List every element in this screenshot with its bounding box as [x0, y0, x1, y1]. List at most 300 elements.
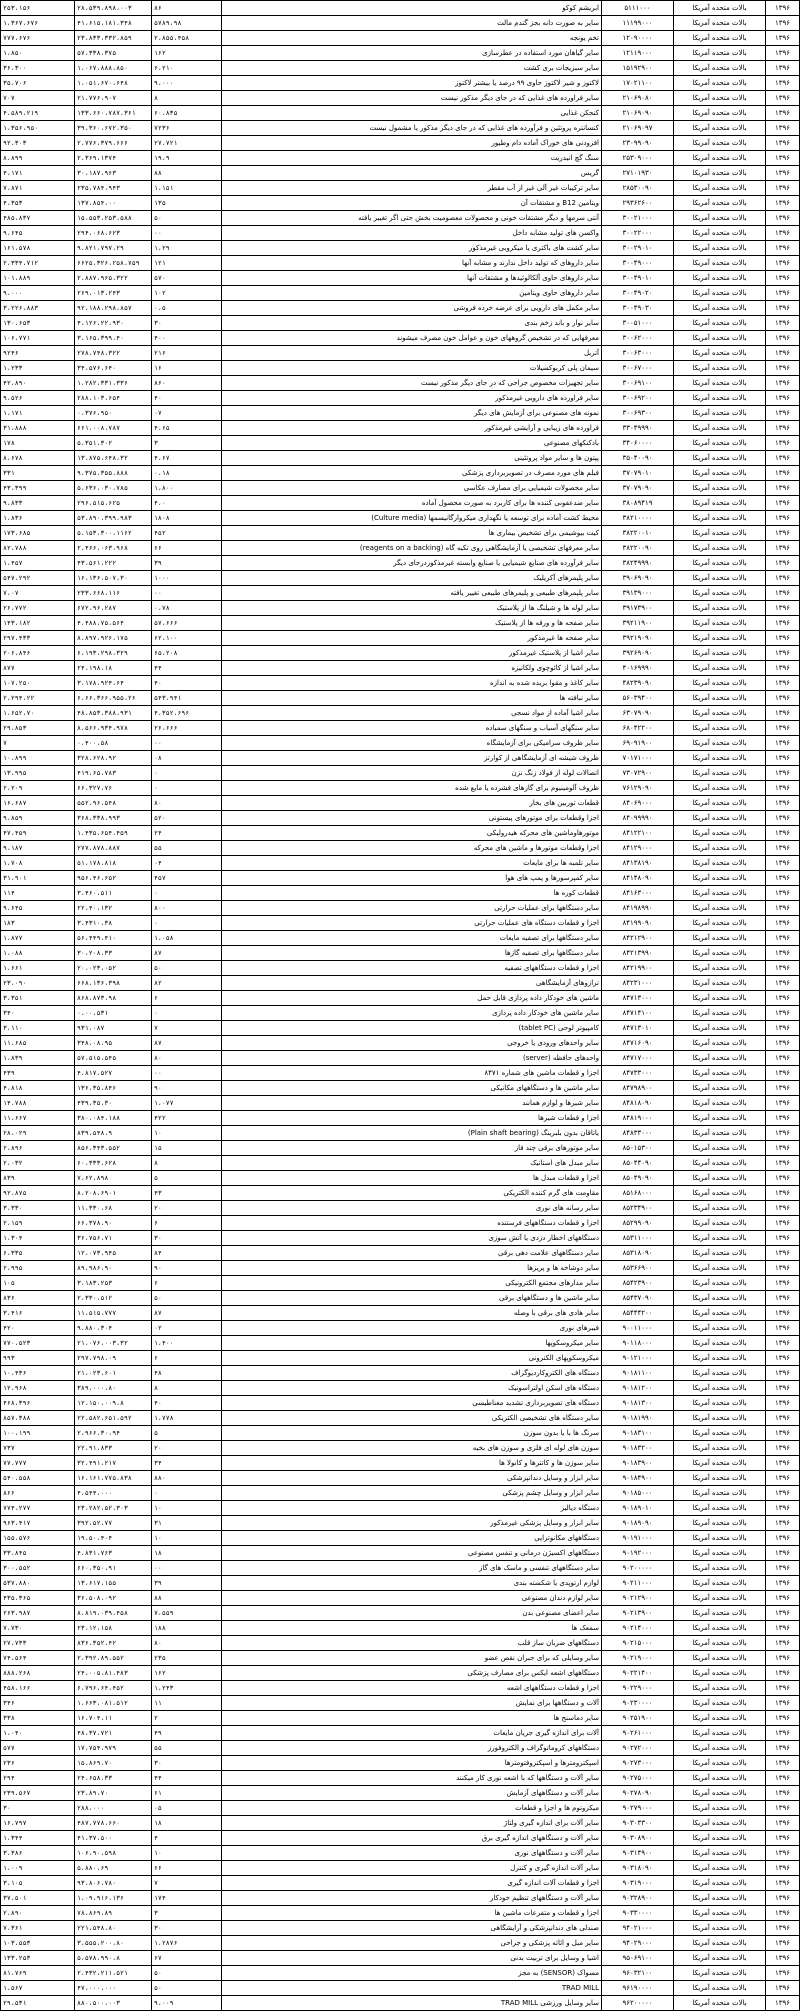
value-rial-cell: ۴۳،۵۶۱،۲۲۲	[75, 556, 152, 571]
year-cell: ۱۳۹۶	[766, 1261, 800, 1276]
value-rial-cell: ۱۷،۷۵۴،۹۷۹	[75, 1741, 152, 1756]
value-rial-cell: ۶۶۲۵،۳۲۶،۲۵۸،۷۵۹	[75, 256, 152, 271]
value-rial-cell: ۴۱۹،۶۵،۷۸۳	[75, 766, 152, 781]
tariff-code-cell: ۹۰۲۱۱۰۰۰	[602, 1576, 674, 1591]
description-cell: نمونه های مصنوعی برای آزمایش های دیگر	[222, 406, 602, 421]
table-row	[1, 1366, 800, 1381]
value-rial-cell: ۶۶۰،۳۵۰،۹۱	[75, 1561, 152, 1576]
tariff-code-cell: ۳۹۱۷۳۹۰۰	[602, 601, 674, 616]
table-row	[1, 346, 800, 361]
tariff-code-cell: ۹۰۱۸۳۱۰۰	[602, 1426, 674, 1441]
value-dollar-cell: ۳،۱۱۰	[1, 1021, 75, 1036]
tariff-code-cell: ۹۰۲۷۲۰۰۰	[602, 1741, 674, 1756]
weight-cell: ۱،۸۰۰	[152, 481, 222, 496]
table-row	[1, 1156, 800, 1171]
tariff-code-cell: ۹۰۳۱۸۰۹۰	[602, 1861, 674, 1876]
tariff-code-cell: ۹۰۲۵۱۹۰۰	[602, 1711, 674, 1726]
weight-cell: ۳۹	[152, 1576, 222, 1591]
weight-cell: ۸۸۰	[152, 1471, 222, 1486]
value-dollar-cell: ۱۱۴	[1, 886, 75, 901]
weight-cell: ۰۰	[152, 1561, 222, 1576]
weight-cell: ۸	[152, 1156, 222, 1171]
table-row	[1, 1006, 800, 1021]
year-cell: ۱۳۹۶	[766, 301, 800, 316]
description-cell: ترازوهای آزمایشگاهی	[222, 976, 602, 991]
year-cell: ۱۳۹۶	[766, 1696, 800, 1711]
weight-cell: ۶	[152, 1351, 222, 1366]
year-cell: ۱۳۹۶	[766, 826, 800, 841]
country-cell: بالات متحده آمریکا	[674, 481, 766, 496]
weight-cell: ۸	[152, 91, 222, 106]
description-cell: محیط کشت آماده برای توسعه یا نگهداری میکروارگانیسمها (Culture media)	[222, 511, 602, 526]
year-cell: ۱۳۹۶	[766, 886, 800, 901]
description-cell: دستگاههای اخطار دزدی یا آتش سوزی	[222, 1231, 602, 1246]
weight-cell: ۵۰	[152, 1291, 222, 1306]
year-cell: ۱۳۹۶	[766, 1546, 800, 1561]
tariff-code-cell: ۹۰۳۱۴۹۰۰	[602, 1846, 674, 1861]
value-rial-cell: ۶۶۱،۰۰۸،۷۸۷	[75, 421, 152, 436]
country-cell: بالات متحده آمریکا	[674, 1366, 766, 1381]
country-cell: بالات متحده آمریکا	[674, 1231, 766, 1246]
tariff-code-cell: ۳۰۰۴۹۰۲۰	[602, 286, 674, 301]
country-cell: بالات متحده آمریکا	[674, 916, 766, 931]
description-cell: بادکنکهای مصنوعی	[222, 436, 602, 451]
tariff-code-cell: ۸۴۷۱۴۱۰۰	[602, 1006, 674, 1021]
weight-cell: ۵۰	[152, 1966, 222, 1981]
value-rial-cell: ۷۸،۸۶۹،۸۹	[75, 1906, 152, 1921]
value-dollar-cell: ۱،۳۶۷،۶۷۶	[1, 16, 75, 31]
description-cell: آلات و دستگاهها برای نمایش	[222, 1696, 602, 1711]
value-dollar-cell: ۸۱،۷۶۹	[1, 1966, 75, 1981]
value-dollar-cell: ۳۱،۹۰۱	[1, 871, 75, 886]
year-cell: ۱۳۹۶	[766, 1081, 800, 1096]
year-cell: ۱۳۹۶	[766, 1726, 800, 1741]
weight-cell: ۱۵	[152, 1141, 222, 1156]
value-dollar-cell: ۴۸۵،۸۳۷	[1, 211, 75, 226]
tariff-code-cell: ۸۵۳۱۱۰۰۰	[602, 1231, 674, 1246]
tariff-code-cell: ۸۴۱۹۸۹۹۰	[602, 901, 674, 916]
description-cell: تخم یونجه	[222, 31, 602, 46]
country-cell: بالات متحده آمریکا	[674, 676, 766, 691]
weight-cell: ۱۱	[152, 1696, 222, 1711]
table-row	[1, 961, 800, 976]
value-dollar-cell: ۳۷،۵۰۱	[1, 1891, 75, 1906]
description-cell: دستگاههای کروماتوگراف و الکتروفورز	[222, 1741, 602, 1756]
table-row	[1, 1756, 800, 1771]
value-rial-cell: ۲،۴۶۶،۰۶۳،۹۶۸	[75, 541, 152, 556]
weight-cell: ۸۸	[152, 166, 222, 181]
year-cell: ۱۳۹۶	[766, 331, 800, 346]
weight-cell: ۵۲۰	[152, 811, 222, 826]
weight-cell: ۰۷	[152, 406, 222, 421]
description-cell: موتورهاوماشین های محرکه هیدرولیکی	[222, 826, 602, 841]
tariff-code-cell: ۵۱۱۱۰۰۰	[602, 1, 674, 16]
table-row	[1, 166, 800, 181]
value-dollar-cell: ۴،۳۵۳	[1, 196, 75, 211]
year-cell: ۱۳۹۶	[766, 391, 800, 406]
weight-cell: ۰۰	[152, 1066, 222, 1081]
value-dollar-cell: ۲،۸۹۶	[1, 1141, 75, 1156]
tariff-code-cell: ۸۴۱۹۹۰۹۰	[602, 916, 674, 931]
value-rial-cell: ۶،۶۶،۳۶۶،۹۵۵،۲۶	[75, 691, 152, 706]
value-rial-cell: ۹،۸۸۰،۳۰۴	[75, 1321, 152, 1336]
value-dollar-cell: ۹،۵۲۶	[1, 391, 75, 406]
value-rial-cell: ۲،۷۷۶،۳۷۹،۶۶۶	[75, 136, 152, 151]
description-cell: سایر مبل و اثاثه پزشکی و جراحی	[222, 1936, 602, 1951]
country-cell: بالات متحده آمریکا	[674, 61, 766, 76]
table-row	[1, 586, 800, 601]
table-row	[1, 1951, 800, 1966]
year-cell: ۱۳۹۶	[766, 796, 800, 811]
description-cell: کنسانتره پروتئین و فرآورده های غذایی که در جای دیگر مذکور یا مشمول نیست	[222, 121, 602, 136]
description-cell: سایر پلیمرهای آکریلیک	[222, 571, 602, 586]
tariff-code-cell: ۹۰۲۶۱۰۰۰	[602, 1726, 674, 1741]
year-cell: ۱۳۹۶	[766, 1201, 800, 1216]
value-dollar-cell: ۱،۲۳۳	[1, 361, 75, 376]
table-row	[1, 541, 800, 556]
weight-cell: ۲،۸۵۵،۴۵۸	[152, 31, 222, 46]
description-cell: اجزا و قطعات دستگاههای اشعه	[222, 1681, 602, 1696]
weight-cell: ۰	[152, 781, 222, 796]
year-cell: ۱۳۹۶	[766, 1126, 800, 1141]
tariff-code-cell: ۹۰۱۸۳۹۰۰	[602, 1456, 674, 1471]
description-cell: سایر محصولات شیمیایی برای مصارف عکاسی	[222, 481, 602, 496]
value-rial-cell: ۲۱،۰۲۳،۶۰۱	[75, 1366, 152, 1381]
description-cell: سایر اشیا آماده از مواد نسجی	[222, 706, 602, 721]
country-cell: بالات متحده آمریکا	[674, 1381, 766, 1396]
tariff-code-cell: ۹۰۲۲۹۰۰۰	[602, 1681, 674, 1696]
year-cell: ۱۳۹۶	[766, 1306, 800, 1321]
value-dollar-cell: ۷۷،۷۷۷	[1, 1456, 75, 1471]
tariff-code-cell: ۳۸۲۲۰۰۱۰	[602, 526, 674, 541]
value-dollar-cell: ۹،۸۳۳	[1, 496, 75, 511]
value-dollar-cell: ۲۷،۷۳۳	[1, 1636, 75, 1651]
year-cell: ۱۳۹۶	[766, 271, 800, 286]
year-cell: ۱۳۹۶	[766, 1231, 800, 1246]
tariff-code-cell: ۴۰۱۶۹۹۹۰	[602, 661, 674, 676]
tariff-code-cell: ۹۰۱۹۱۰۰۰	[602, 1531, 674, 1546]
tariff-code-cell: ۸۴۷۳۳۰۰۰	[602, 1066, 674, 1081]
weight-cell: ۱،۱۵۱	[152, 181, 222, 196]
value-dollar-cell: ۹۲،۳۰۳	[1, 136, 75, 151]
weight-cell: ۸	[152, 1381, 222, 1396]
value-dollar-cell: ۵۷۷	[1, 1741, 75, 1756]
year-cell: ۱۳۹۶	[766, 1846, 800, 1861]
table-row	[1, 1591, 800, 1606]
value-dollar-cell: ۱،۵۶۷	[1, 1981, 75, 1996]
country-cell: بالات متحده آمریکا	[674, 871, 766, 886]
tariff-code-cell: ۲۹۳۶۲۶۰۰	[602, 196, 674, 211]
tariff-code-cell: ۹۰۲۱۵۰۰۰	[602, 1636, 674, 1651]
description-cell: واحدهای حافظه (server)	[222, 1051, 602, 1066]
value-rial-cell: ۱،۰۵۱،۶۷۰،۶۴۸	[75, 76, 152, 91]
weight-cell: ۶۱	[152, 1786, 222, 1801]
value-rial-cell: ۳،۱۶۵،۳۹۹،۴۰	[75, 331, 152, 346]
value-dollar-cell: ۱۵۵،۵۷۶	[1, 1531, 75, 1546]
value-rial-cell: ۴،۵۴۴،۰۰۰	[75, 1486, 152, 1501]
weight-cell: ۹،۰۰۹	[152, 1996, 222, 2011]
value-dollar-cell: ۲،۳۳۴،۷۱۲	[1, 256, 75, 271]
description-cell: آنتی سرمها و دیگر مشتقات خونی و محصولات معصومیت بخش حتی اگر تغییر یافته	[222, 211, 602, 226]
country-cell: بالات متحده آمریکا	[674, 271, 766, 286]
country-cell: بالات متحده آمریکا	[674, 226, 766, 241]
value-rial-cell: ۵،۱۵۳،۳۰۰،۱۱۶۲	[75, 526, 152, 541]
country-cell: بالات متحده آمریکا	[674, 1096, 766, 1111]
year-cell: ۱۳۹۶	[766, 1471, 800, 1486]
tariff-code-cell: ۲۸۵۳۰۰۹۰	[602, 181, 674, 196]
year-cell: ۱۳۹۶	[766, 106, 800, 121]
year-cell: ۱۳۹۶	[766, 181, 800, 196]
value-rial-cell: ۱،۰۶۷،۸۸۸،۸۵۰	[75, 61, 152, 76]
value-rial-cell: ۳،۱۸۳،۲۵۳	[75, 1276, 152, 1291]
value-dollar-cell: ۳۳،۸۴۵	[1, 1546, 75, 1561]
weight-cell: ۱۹،۹	[152, 151, 222, 166]
value-rial-cell: ۱۰۶،۹۰،۵۹۸	[75, 1846, 152, 1861]
description-cell: آتریل	[222, 346, 602, 361]
description-cell: سایر سبزیجات بری کشت	[222, 61, 602, 76]
tariff-code-cell: ۳۳۰۴۹۹۹۰	[602, 421, 674, 436]
year-cell: ۱۳۹۶	[766, 256, 800, 271]
weight-cell: ۰،۵	[152, 301, 222, 316]
weight-cell: ۴۳	[152, 1186, 222, 1201]
table-row	[1, 331, 800, 346]
description-cell: فراورده های زیبایی و آرایشی غیرمذکور	[222, 421, 602, 436]
value-dollar-cell: ۲۳،۰۹۰	[1, 976, 75, 991]
table-row	[1, 1726, 800, 1741]
year-cell: ۱۳۹۶	[766, 1441, 800, 1456]
country-cell: بالات متحده آمریکا	[674, 1531, 766, 1546]
value-dollar-cell: ۹،۸۵۹	[1, 811, 75, 826]
weight-cell: ۵۵	[152, 1741, 222, 1756]
year-cell: ۱۳۹۶	[766, 1876, 800, 1891]
country-cell: بالات متحده آمریکا	[674, 466, 766, 481]
description-cell: اشیا و وسایل برای تربیت بدنی	[222, 1951, 602, 1966]
tariff-code-cell: ۹۶۰۳۲۱۰۰	[602, 1966, 674, 1981]
tariff-code-cell: ۹۴۰۲۱۰۰۰	[602, 1921, 674, 1936]
description-cell: سایر به صورت دانه بجز گندم مالت	[222, 16, 602, 31]
value-dollar-cell: ۲۹۴	[1, 1771, 75, 1786]
tariff-code-cell: ۸۴۲۱۹۹۰۰	[602, 961, 674, 976]
year-cell: ۱۳۹۶	[766, 76, 800, 91]
description-cell: سایر سنگهای آسیاب و سنگهای سمباده	[222, 721, 602, 736]
description-cell: سایر سوزن ها و کاتترها و کانولا ها	[222, 1456, 602, 1471]
tariff-code-cell: ۸۴۲۳۱۰۰۰	[602, 976, 674, 991]
weight-cell: ۰۵	[152, 1801, 222, 1816]
country-cell: بالات متحده آمریکا	[674, 616, 766, 631]
description-cell: سایر مدارهای مجتمع الکترونیکی	[222, 1276, 602, 1291]
year-cell: ۱۳۹۶	[766, 436, 800, 451]
value-rial-cell: ۲۳،۸۹،۷۰	[75, 1786, 152, 1801]
table-row	[1, 1081, 800, 1096]
country-cell: بالات متحده آمریکا	[674, 1816, 766, 1831]
tariff-code-cell: ۹۰۲۰۰۰۰۰	[602, 1561, 674, 1576]
weight-cell: ۶۲،۱۰۰	[152, 631, 222, 646]
country-cell: بالات متحده آمریکا	[674, 1126, 766, 1141]
country-cell: بالات متحده آمریکا	[674, 496, 766, 511]
value-rial-cell: ۴۸۷،۷۷۸،۶۶۰	[75, 1816, 152, 1831]
country-cell: بالات متحده آمریکا	[674, 1666, 766, 1681]
year-cell: ۱۳۹۶	[766, 946, 800, 961]
tariff-code-cell: ۹۰۲۲۱۴۰۰	[602, 1666, 674, 1681]
country-cell: بالات متحده آمریکا	[674, 1876, 766, 1891]
value-dollar-cell: ۱،۳۰۴	[1, 1231, 75, 1246]
value-rial-cell: ۳۸۰،۰۸۴،۱۸۸	[75, 1111, 152, 1126]
weight-cell: ۱۰۲	[152, 286, 222, 301]
description-cell: ظروف آلومینیوم برای گازهای فشرده یا مایع شده	[222, 781, 602, 796]
country-cell: بالات متحده آمریکا	[674, 286, 766, 301]
country-cell: بالات متحده آمریکا	[674, 451, 766, 466]
year-cell: ۱۳۹۶	[766, 1411, 800, 1426]
tariff-code-cell: ۶۸۰۴۲۲۰۰	[602, 721, 674, 736]
value-dollar-cell: ۲۶،۷۷۲	[1, 601, 75, 616]
country-cell: بالات متحده آمریکا	[674, 211, 766, 226]
weight-cell: ۶۶	[152, 1861, 222, 1876]
tariff-code-cell: ۸۵۲۳۴۹۰۰	[602, 1201, 674, 1216]
weight-cell: ۳۹	[152, 556, 222, 571]
value-rial-cell: ۲۲،۹۱،۸۳۳	[75, 1441, 152, 1456]
year-cell: ۱۳۹۶	[766, 196, 800, 211]
value-dollar-cell: ۷۷۰،۵۲۳	[1, 1336, 75, 1351]
year-cell: ۱۳۹۶	[766, 1861, 800, 1876]
description-cell: TRAD MILL	[222, 1981, 602, 1996]
country-cell: بالات متحده آمریکا	[674, 826, 766, 841]
table-row	[1, 766, 800, 781]
tariff-code-cell: ۸۴۲۱۳۹۹۰	[602, 946, 674, 961]
description-cell: اجزا و قطعات دستگاههای تصفیه	[222, 961, 602, 976]
value-rial-cell: ۳۲۸،۶۲۸،۹۲	[75, 751, 152, 766]
description-cell: معرفهایی که در تشخیص گروههای خون و عوامل خون مصرف میشوند	[222, 331, 602, 346]
description-cell: سایر دستگاههای تنفسی و ماسک های گاز	[222, 1561, 602, 1576]
year-cell: ۱۳۹۶	[766, 1891, 800, 1906]
description-cell: واکسن های تولید مشابه داخل	[222, 226, 602, 241]
tariff-code-cell: ۹۰۲۱۲۹۰۰	[602, 1591, 674, 1606]
table-row	[1, 211, 800, 226]
table-row	[1, 841, 800, 856]
year-cell: ۱۳۹۶	[766, 931, 800, 946]
value-dollar-cell: ۱۳۳،۲۵۳	[1, 1951, 75, 1966]
tariff-code-cell: ۶۳۰۷۹۰۹۰	[602, 706, 674, 721]
description-cell: سایر صفحه ها غیرمذکور	[222, 631, 602, 646]
tariff-code-cell: ۹۰۱۹۲۰۰۰	[602, 1546, 674, 1561]
table-row	[1, 1696, 800, 1711]
value-rial-cell: ۱۱،۳۳۰،۶۸	[75, 1201, 152, 1216]
value-dollar-cell: ۸،۶۷۸	[1, 451, 75, 466]
value-rial-cell: ۶۶،۳۷۸،۹۰	[75, 1216, 152, 1231]
weight-cell: ۵۵	[152, 841, 222, 856]
country-cell: بالات متحده آمریکا	[674, 1891, 766, 1906]
value-rial-cell: ۳۸۹،۰۰۰،۸۰	[75, 1381, 152, 1396]
value-dollar-cell: ۴۲،۸۹۰	[1, 376, 75, 391]
description-cell: سایر اشیا از پلاستیک غیرمذکور	[222, 646, 602, 661]
value-dollar-cell: ۴،۱۷۱	[1, 166, 75, 181]
country-cell: بالات متحده آمریکا	[674, 1921, 766, 1936]
value-dollar-cell: ۱۰۶،۷۷۱	[1, 331, 75, 346]
description-cell: ظروف شیشه ای آزمایشگاهی از کوارتز	[222, 751, 602, 766]
value-dollar-cell: ۲۶۳،۹۸۷	[1, 1606, 75, 1621]
year-cell: ۱۳۹۶	[766, 1051, 800, 1066]
tariff-code-cell: ۳۰۰۶۷۰۰۰	[602, 361, 674, 376]
country-cell: بالات متحده آمریکا	[674, 1621, 766, 1636]
country-cell: بالات متحده آمریکا	[674, 1741, 766, 1756]
description-cell: سایر تجهیزات مخصوص جراحی که در جای دیگر مذکور نیست	[222, 376, 602, 391]
country-cell: بالات متحده آمریکا	[674, 1186, 766, 1201]
weight-cell: ۲۴	[152, 826, 222, 841]
weight-cell: ۴،۰	[152, 496, 222, 511]
value-rial-cell: ۲،۴۳۲،۲۱۱،۵۲۱	[75, 1966, 152, 1981]
value-dollar-cell: ۸۷۷	[1, 661, 75, 676]
description-cell: سایر آلات و دستگاههای اندازه گیری برق	[222, 1831, 602, 1846]
tariff-code-cell: ۹۰۱۸۴۹۰۰	[602, 1471, 674, 1486]
tariff-code-cell: ۳۰۰۴۹۰۰۰	[602, 256, 674, 271]
tariff-code-cell: ۹۰۱۸۵۰۰۰	[602, 1486, 674, 1501]
year-cell: ۱۳۹۶	[766, 1906, 800, 1921]
year-cell: ۱۳۹۶	[766, 1096, 800, 1111]
country-cell: بالات متحده آمریکا	[674, 376, 766, 391]
table-row	[1, 271, 800, 286]
description-cell: آلات برای اندازه گیری جریان مایعات	[222, 1726, 602, 1741]
weight-cell: ۴۰	[152, 676, 222, 691]
table-row	[1, 1516, 800, 1531]
table-row	[1, 1831, 800, 1846]
value-dollar-cell: ۷۷۷،۶۷۶	[1, 31, 75, 46]
description-cell: اسپکترومترها و اسپکتروفتومترها	[222, 1756, 602, 1771]
tariff-code-cell: ۳۹۱۳۹۰۰۰	[602, 586, 674, 601]
weight-cell: ۴۴	[152, 661, 222, 676]
description-cell: دستگاه های تصویربرداری تشدید مغناطیسی	[222, 1396, 602, 1411]
value-dollar-cell: ۱،۱۷۱	[1, 406, 75, 421]
year-cell: ۱۳۹۶	[766, 1501, 800, 1516]
tariff-code-cell: ۹۰۳۲۸۹۰۰	[602, 1891, 674, 1906]
value-rial-cell: ۱۳۶،۳۵،۸۴۶	[75, 1081, 152, 1096]
table-row	[1, 721, 800, 736]
country-cell: بالات متحده آمریکا	[674, 31, 766, 46]
tariff-code-cell: ۷۳۰۷۲۹۰۰	[602, 766, 674, 781]
tariff-code-cell: ۹۰۰۱۱۰۰۰	[602, 1321, 674, 1336]
country-cell: بالات متحده آمریکا	[674, 1651, 766, 1666]
value-dollar-cell: ۱۳۰،۶۵۳	[1, 316, 75, 331]
value-rial-cell: ۵۵۲،۹۶،۵۴۸	[75, 796, 152, 811]
value-rial-cell: ۰،۳۷۶،۹۵۰	[75, 406, 152, 421]
tariff-code-cell: ۹۰۱۸۹۰۹۰	[602, 1516, 674, 1531]
tariff-code-cell: ۹۰۲۷۳۰۰۰	[602, 1756, 674, 1771]
year-cell: ۱۳۹۶	[766, 1711, 800, 1726]
table-row	[1, 1231, 800, 1246]
value-rial-cell: ۴۸،۳۷،۷۲۱	[75, 1726, 152, 1741]
tariff-code-cell: ۹۰۱۸۹۰۱۰	[602, 1501, 674, 1516]
country-cell: بالات متحده آمریکا	[674, 841, 766, 856]
weight-cell: ۱۶۲	[152, 1666, 222, 1681]
table-row	[1, 1336, 800, 1351]
year-cell: ۱۳۹۶	[766, 1741, 800, 1756]
tariff-code-cell: ۱۲۰۹۰۰۰۰	[602, 31, 674, 46]
weight-cell: ۸۰۰	[152, 901, 222, 916]
description-cell: اجزا و قطعات دستگاه های عملیات حرارتی	[222, 916, 602, 931]
value-rial-cell: ۶،۷۹۶،۶۴،۴۵۲	[75, 1681, 152, 1696]
tariff-code-cell: ۹۰۱۸۱۹۹۰	[602, 1411, 674, 1426]
tariff-code-cell: ۸۴۸۱۸۰۹۰	[602, 1096, 674, 1111]
value-dollar-cell: ۱،۸۳۶	[1, 511, 75, 526]
table-row	[1, 1546, 800, 1561]
value-rial-cell: ۳۶۸،۳۳۸،۹۹۳	[75, 811, 152, 826]
table-row	[1, 616, 800, 631]
country-cell: بالات متحده آمریکا	[674, 541, 766, 556]
tariff-code-cell: ۳۷۰۷۹۰۱۰	[602, 466, 674, 481]
value-rial-cell: ۴۷،۰۰۰،۰۰۰	[75, 1981, 152, 1996]
tariff-code-cell: ۸۵۳۱۸۰۹۰	[602, 1246, 674, 1261]
tariff-code-cell: ۸۴۱۲۲۱۰۰	[602, 826, 674, 841]
weight-cell: ۷	[152, 1876, 222, 1891]
year-cell: ۱۳۹۶	[766, 1951, 800, 1966]
